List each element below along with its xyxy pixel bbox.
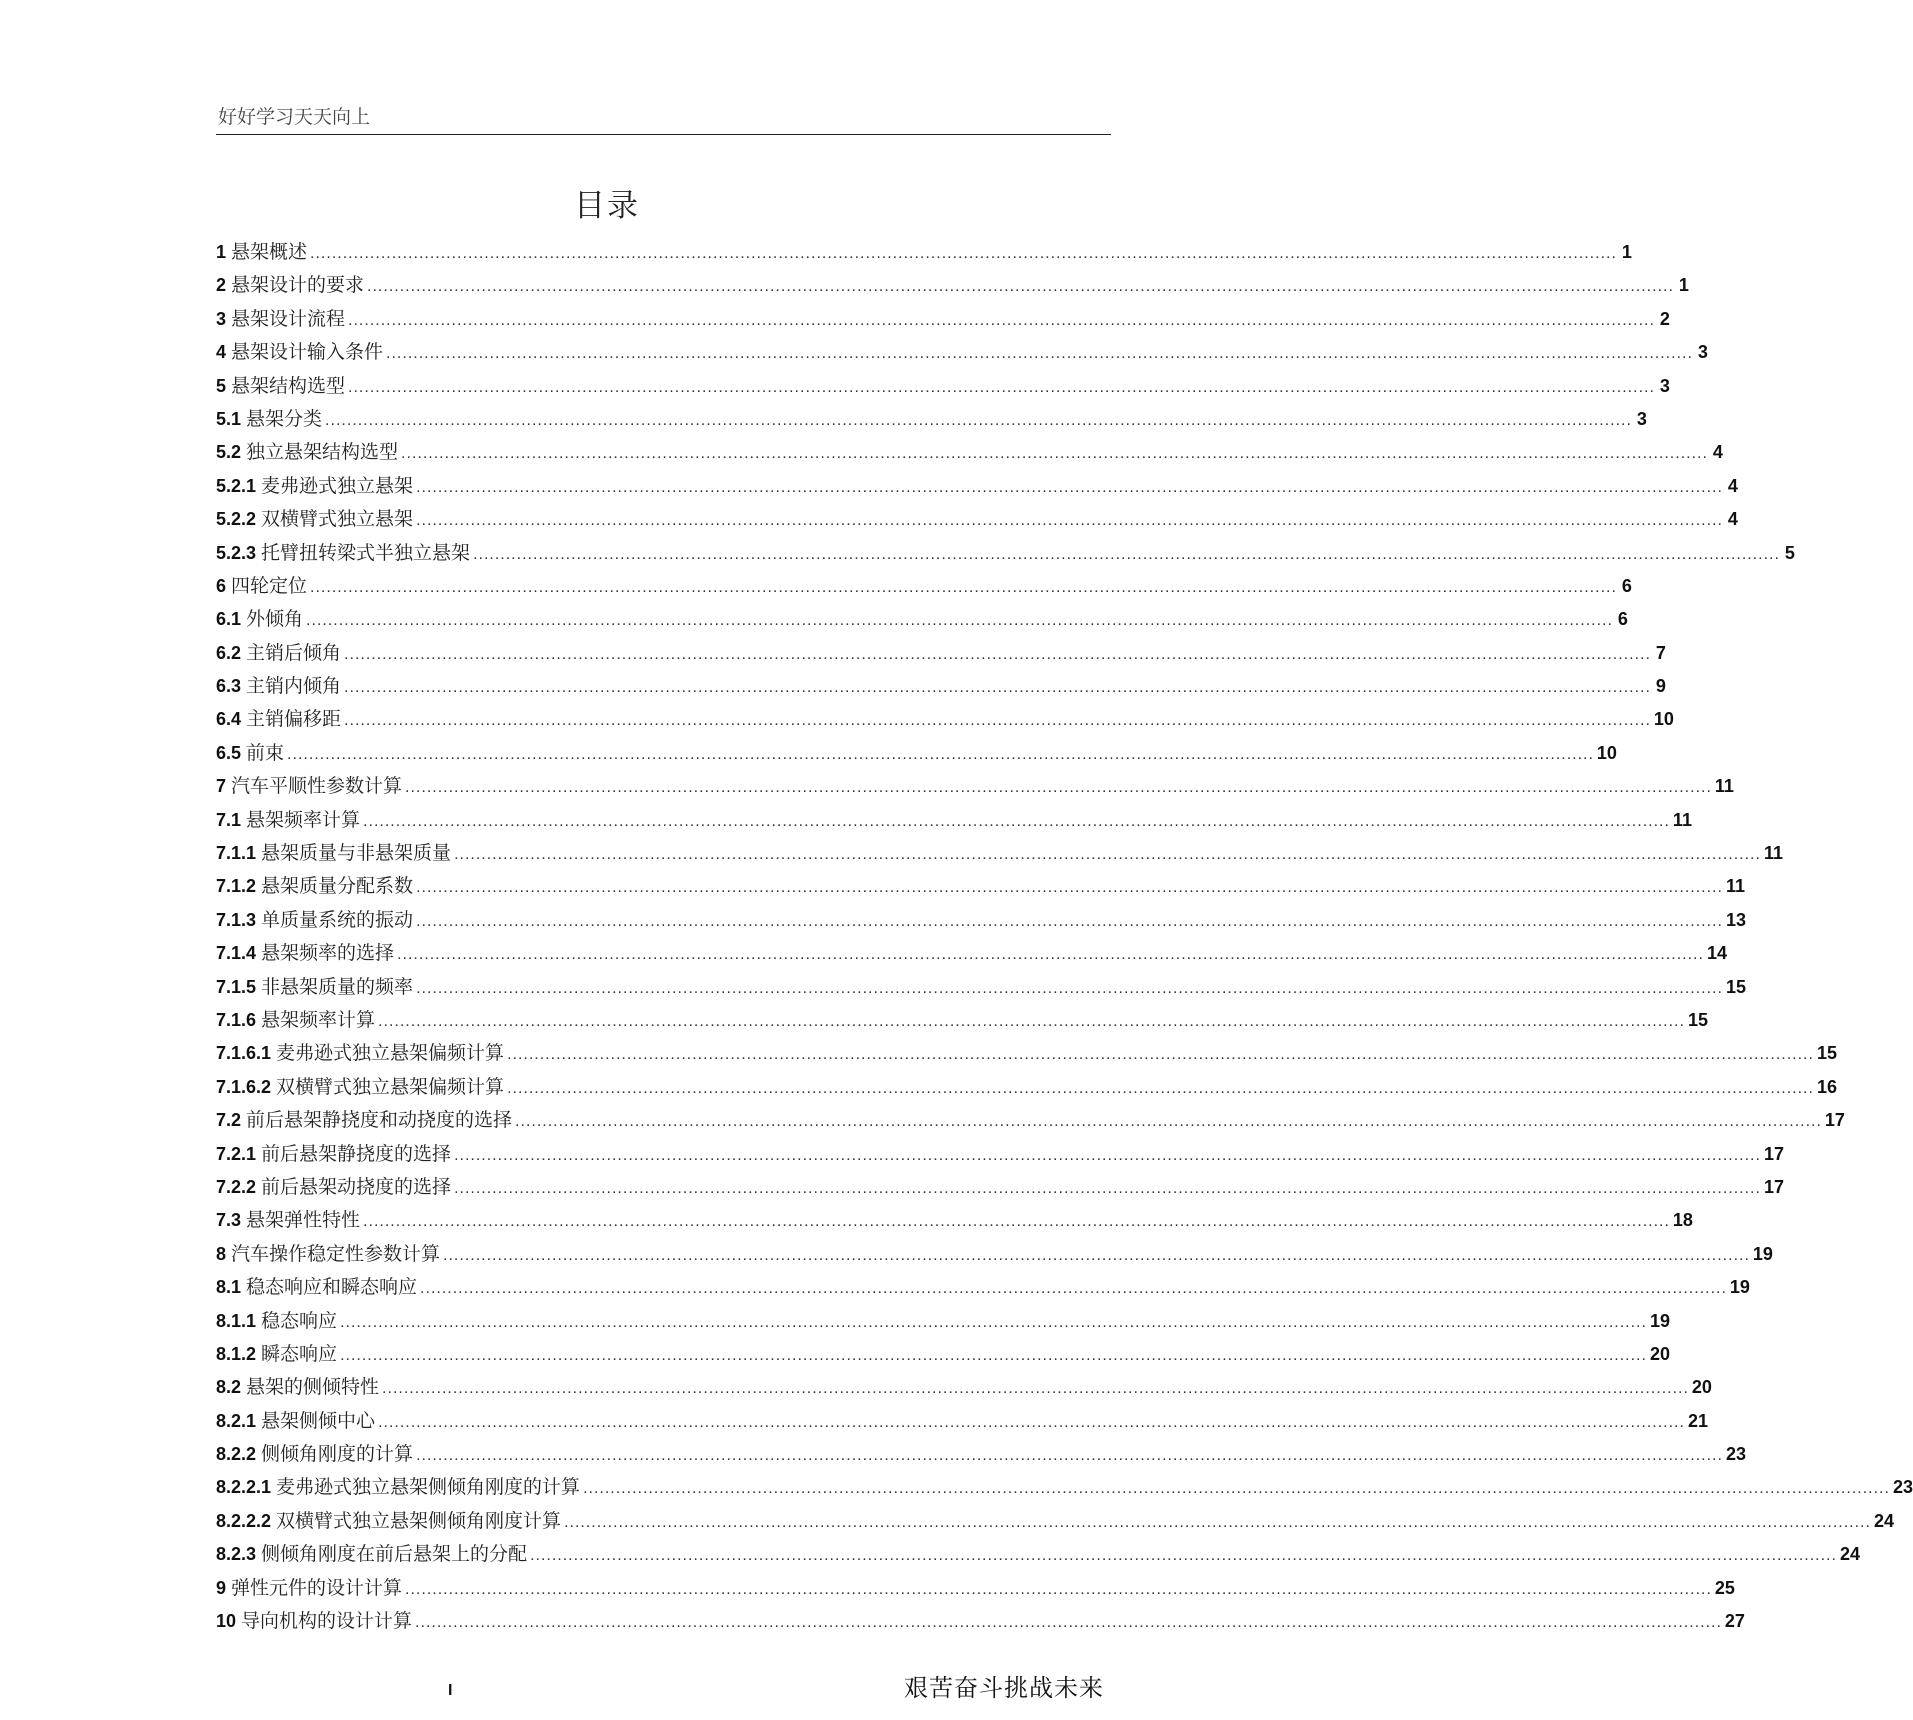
toc-entry[interactable]	[216, 1271, 1750, 1304]
toc-dot-leader	[530, 1539, 1837, 1572]
toc-entry[interactable]	[216, 1538, 1860, 1571]
toc-entry-title: 汽车操作稳定性参数计算	[231, 1242, 441, 1265]
toc-entry-title: 瞬态响应	[261, 1342, 338, 1365]
toc-dot-leader	[340, 1339, 1647, 1372]
toc-entry-page: 17	[1763, 1176, 1784, 1197]
footer-slogan: 艰苦奋斗挑战未来	[904, 1674, 1104, 1702]
toc-entry[interactable]	[216, 370, 1670, 403]
toc-entry-title: 主销后倾角	[246, 641, 342, 664]
toc-entry-title: 悬架质量分配系数	[261, 875, 414, 898]
toc-entry-number: 5.2	[216, 442, 242, 463]
toc-entry-title: 悬架侧倾中心	[261, 1409, 376, 1432]
toc-entry-number: 1	[216, 242, 227, 262]
toc-entry-number: 2	[216, 275, 227, 296]
toc-entry[interactable]	[216, 703, 1674, 736]
toc-entry[interactable]	[216, 503, 1738, 536]
toc-entry-page: 14	[1706, 943, 1727, 964]
toc-entry-page: 25	[1714, 1577, 1735, 1598]
toc-entry[interactable]	[216, 1338, 1670, 1371]
toc-dot-leader	[405, 1573, 1712, 1606]
toc-entry-page: 23	[1892, 1477, 1913, 1498]
header-divider	[216, 134, 1111, 135]
toc-dot-leader	[367, 270, 1674, 303]
toc-entry-number: 8.1	[216, 1277, 242, 1298]
toc-entry[interactable]	[216, 1204, 1693, 1237]
toc-entry-page: 19	[1649, 1310, 1670, 1331]
toc-entry[interactable]	[216, 870, 1745, 903]
toc-entry-title: 单质量系统的振动	[261, 908, 414, 931]
toc-entry-page: 10	[1596, 742, 1617, 763]
toc-entry-title: 双横臂式独立悬架偏频计算	[276, 1075, 505, 1098]
toc-entry-number: 6.1	[216, 609, 242, 630]
toc-entry-number: 5	[216, 375, 227, 396]
toc-dot-leader	[405, 771, 1712, 804]
toc-entry-page: 16	[1816, 1076, 1837, 1097]
toc-entry[interactable]	[216, 603, 1628, 636]
toc-entry[interactable]	[216, 670, 1666, 703]
toc-entry-title: 麦弗逊式独立悬架侧倾角刚度的计算	[276, 1476, 581, 1499]
toc-entry-title: 悬架频率计算	[261, 1008, 376, 1031]
toc-entry-number: 7.1.6.2	[216, 1076, 272, 1097]
toc-entry-number: 8.1.2	[216, 1343, 257, 1364]
toc-entry-page: 11	[1725, 876, 1745, 897]
toc-entry-title: 稳态响应和瞬态响应	[246, 1276, 418, 1299]
toc-entry[interactable]	[216, 269, 1689, 302]
toc-entry[interactable]	[216, 770, 1734, 803]
toc-entry[interactable]	[216, 1471, 1913, 1504]
toc-dot-leader	[415, 1606, 1722, 1639]
toc-entry-title: 主销偏移距	[246, 708, 342, 731]
toc-entry-title: 悬架的侧倾特性	[246, 1376, 380, 1399]
toc-entry-title: 前后悬架静挠度和动挠度的选择	[246, 1109, 513, 1132]
toc-entry-number: 4	[216, 342, 227, 363]
toc-entry-page: 19	[1752, 1243, 1773, 1264]
toc-dot-leader	[306, 604, 1613, 637]
toc-entry-page: 1	[1678, 275, 1689, 296]
toc-entry[interactable]	[216, 1438, 1746, 1471]
toc-entry-page: 24	[1839, 1544, 1860, 1565]
toc-entry-page: 3	[1697, 342, 1708, 363]
toc-entry-number: 8.2.3	[216, 1544, 257, 1565]
toc-entry-number: 7.1.2	[216, 876, 257, 897]
toc-entry-title: 悬架频率的选择	[261, 942, 395, 965]
toc-entry[interactable]	[216, 1037, 1837, 1070]
toc-entry-page: 18	[1672, 1210, 1693, 1231]
toc-entry[interactable]	[216, 1071, 1837, 1104]
toc-entry-page: 4	[1727, 509, 1738, 530]
toc-dot-leader	[363, 805, 1670, 838]
toc-dot-leader	[401, 437, 1708, 470]
toc-entry-number: 7.1.6.1	[216, 1043, 272, 1064]
toc-dot-leader	[287, 738, 1594, 771]
toc-entry-number: 9	[216, 1577, 227, 1598]
toc-dot-leader	[416, 905, 1723, 938]
toc-entry-page: 11	[1763, 843, 1783, 864]
toc-entry-number: 6.3	[216, 676, 242, 697]
toc-entry-number: 5.2.3	[216, 542, 257, 563]
toc-entry-number: 7	[216, 776, 227, 797]
toc-entry[interactable]	[216, 1605, 1745, 1638]
toc-entry-page: 20	[1691, 1377, 1712, 1398]
toc-entry[interactable]	[216, 1138, 1784, 1171]
toc-dot-leader	[378, 1406, 1685, 1439]
toc-dot-leader	[310, 571, 1617, 604]
toc-entry-title: 双横臂式独立悬架	[261, 508, 414, 531]
toc-dot-leader	[416, 871, 1723, 904]
toc-entry[interactable]	[216, 1238, 1773, 1271]
toc-entry-page: 15	[1687, 1009, 1708, 1030]
toc-entry-page: 1	[1621, 242, 1632, 262]
toc-entry[interactable]	[216, 303, 1670, 336]
toc-entry[interactable]	[216, 336, 1708, 369]
toc-dot-leader	[416, 504, 1723, 537]
toc-entry-page: 7	[1655, 642, 1666, 663]
toc-entry-title: 弹性元件的设计计算	[231, 1576, 403, 1599]
toc-entry-page: 4	[1727, 475, 1738, 496]
toc-entry-page: 27	[1724, 1611, 1745, 1632]
toc-entry-page: 5	[1784, 542, 1795, 563]
toc-dot-leader	[340, 1306, 1647, 1339]
toc-entry-page: 24	[1873, 1510, 1894, 1531]
toc-dot-leader	[344, 671, 1651, 704]
toc-dot-leader	[310, 237, 1617, 270]
toc-entry[interactable]	[216, 403, 1647, 436]
page-title: 目录	[574, 188, 640, 224]
toc-entry-number: 8	[216, 1243, 227, 1264]
toc-dot-leader	[564, 1506, 1871, 1539]
toc-entry[interactable]	[216, 1505, 1894, 1538]
toc-entry[interactable]	[216, 971, 1746, 1004]
toc-entry-number: 7.1.5	[216, 976, 257, 997]
toc-entry[interactable]	[216, 1171, 1784, 1204]
toc-entry-number: 7.2.1	[216, 1143, 257, 1164]
toc-entry[interactable]	[216, 837, 1783, 870]
toc-entry-page: 10	[1653, 709, 1674, 730]
toc-entry-title: 外倾角	[246, 608, 304, 631]
toc-entry-page: 11	[1672, 809, 1692, 830]
toc-dot-leader	[515, 1105, 1822, 1138]
toc-entry-page: 21	[1687, 1410, 1708, 1431]
toc-dot-leader	[344, 638, 1651, 671]
toc-entry[interactable]	[216, 537, 1795, 570]
toc-dot-leader	[416, 1439, 1723, 1472]
toc-entry-title: 麦弗逊式独立悬架偏频计算	[276, 1042, 505, 1065]
toc-entry-title: 前束	[246, 741, 285, 764]
toc-dot-leader	[382, 1372, 1689, 1405]
toc-entry[interactable]	[216, 1405, 1708, 1438]
toc-entry[interactable]	[216, 904, 1746, 937]
toc-entry[interactable]	[216, 1004, 1708, 1037]
toc-entry[interactable]	[216, 1572, 1735, 1605]
toc-entry-title: 悬架频率计算	[246, 808, 361, 831]
toc-entry-title: 非悬架质量的频率	[261, 975, 414, 998]
toc-entry-title: 悬架概述	[231, 241, 308, 263]
toc-entry-number: 8.2	[216, 1377, 242, 1398]
toc-entry-number: 3	[216, 308, 227, 329]
toc-entry-title: 前后悬架静挠度的选择	[261, 1142, 452, 1165]
toc-dot-leader	[473, 538, 1780, 571]
toc-entry[interactable]	[216, 570, 1632, 603]
toc-dot-leader	[416, 471, 1723, 504]
toc-entry-page: 17	[1763, 1143, 1784, 1164]
toc-entry-number: 8.1.1	[216, 1310, 257, 1331]
toc-entry-page: 2	[1659, 308, 1670, 329]
toc-entry[interactable]	[216, 1104, 1845, 1137]
toc-entry-page: 23	[1725, 1444, 1746, 1465]
toc-entry-title: 独立悬架结构选型	[246, 441, 399, 464]
toc-entry-title: 悬架结构选型	[231, 374, 346, 397]
toc-dot-leader	[454, 1172, 1761, 1205]
toc-entry-number: 7.1.6	[216, 1009, 257, 1030]
table-of-contents	[216, 236, 1913, 1638]
toc-entry-number: 7.2.2	[216, 1176, 257, 1197]
toc-entry-title: 四轮定位	[231, 574, 308, 597]
toc-entry-title: 麦弗逊式独立悬架	[261, 474, 414, 497]
page-number: I	[448, 1682, 453, 1699]
toc-entry-title: 汽车平顺性参数计算	[231, 775, 403, 798]
toc-entry-number: 6.4	[216, 709, 242, 730]
toc-entry-number: 7.1.4	[216, 943, 257, 964]
toc-dot-leader	[386, 337, 1693, 370]
toc-entry[interactable]	[216, 436, 1723, 469]
toc-entry-page: 6	[1621, 575, 1632, 596]
toc-entry-number: 10	[216, 1611, 237, 1632]
running-header: 好好学习天天向上	[218, 106, 371, 128]
toc-dot-leader	[344, 704, 1651, 737]
toc-entry-page: 13	[1725, 909, 1746, 930]
toc-entry-title: 悬架质量与非悬架质量	[261, 842, 452, 865]
toc-entry-number: 6	[216, 575, 227, 596]
toc-entry-title: 悬架分类	[246, 407, 323, 430]
toc-entry[interactable]	[216, 804, 1692, 837]
toc-entry-title: 主销内倾角	[246, 675, 342, 698]
toc-dot-leader	[363, 1205, 1670, 1238]
toc-entry-number: 6.5	[216, 742, 242, 763]
toc-dot-leader	[397, 938, 1704, 971]
toc-entry-number: 7.3	[216, 1210, 242, 1231]
toc-dot-leader	[507, 1072, 1814, 1105]
toc-entry-page: 4	[1712, 442, 1723, 463]
toc-entry-title: 前后悬架动挠度的选择	[261, 1175, 452, 1198]
toc-entry-number: 6.2	[216, 642, 242, 663]
toc-entry-number: 8.2.2	[216, 1444, 257, 1465]
toc-entry-page: 20	[1649, 1343, 1670, 1364]
toc-entry-title: 悬架弹性特性	[246, 1209, 361, 1232]
toc-entry-page: 9	[1655, 676, 1666, 697]
toc-entry-page: 15	[1725, 976, 1746, 997]
toc-entry-title: 导向机构的设计计算	[241, 1610, 413, 1633]
toc-entry[interactable]	[216, 236, 1632, 269]
toc-entry-number: 5.2.2	[216, 509, 257, 530]
toc-entry-page: 3	[1659, 375, 1670, 396]
toc-entry-number: 7.1	[216, 809, 242, 830]
toc-entry-page: 3	[1636, 408, 1647, 429]
toc-entry[interactable]	[216, 1305, 1670, 1338]
toc-entry-page: 19	[1729, 1277, 1750, 1298]
toc-entry-number: 5.2.1	[216, 475, 257, 496]
toc-dot-leader	[454, 1139, 1761, 1172]
toc-dot-leader	[348, 371, 1655, 404]
toc-entry-title: 悬架设计流程	[231, 307, 346, 330]
toc-entry-number: 8.2.2.2	[216, 1510, 272, 1531]
toc-entry-number: 5.1	[216, 408, 242, 429]
toc-dot-leader	[583, 1472, 1890, 1505]
toc-entry-title: 双横臂式独立悬架侧倾角刚度计算	[276, 1509, 562, 1532]
toc-entry-number: 8.2.1	[216, 1410, 257, 1431]
toc-entry-page: 17	[1824, 1110, 1845, 1131]
toc-entry[interactable]	[216, 637, 1666, 670]
toc-entry-title: 侧倾角刚度在前后悬架上的分配	[261, 1543, 528, 1566]
toc-dot-leader	[416, 972, 1723, 1005]
toc-entry[interactable]	[216, 737, 1617, 770]
toc-entry-title: 稳态响应	[261, 1309, 338, 1332]
toc-entry-number: 7.2	[216, 1110, 242, 1131]
toc-dot-leader	[507, 1038, 1814, 1071]
toc-entry[interactable]	[216, 1371, 1712, 1404]
toc-entry[interactable]	[216, 937, 1727, 970]
toc-entry-page: 11	[1714, 776, 1734, 797]
toc-entry-page: 15	[1816, 1043, 1837, 1064]
toc-entry-number: 8.2.2.1	[216, 1477, 272, 1498]
toc-entry-title: 悬架设计的要求	[231, 274, 365, 297]
toc-entry-title: 侧倾角刚度的计算	[261, 1443, 414, 1466]
toc-dot-leader	[325, 404, 1632, 437]
toc-entry-title: 悬架设计输入条件	[231, 341, 384, 364]
toc-entry[interactable]	[216, 470, 1738, 503]
toc-dot-leader	[443, 1239, 1750, 1272]
toc-entry-page: 6	[1617, 609, 1628, 630]
toc-entry-title: 托臂扭转梁式半独立悬架	[261, 541, 471, 564]
toc-dot-leader	[348, 304, 1655, 337]
toc-entry-number: 7.1.1	[216, 843, 257, 864]
toc-dot-leader	[454, 838, 1761, 871]
toc-dot-leader	[420, 1272, 1727, 1305]
toc-dot-leader	[378, 1005, 1685, 1038]
toc-entry-number: 7.1.3	[216, 909, 257, 930]
